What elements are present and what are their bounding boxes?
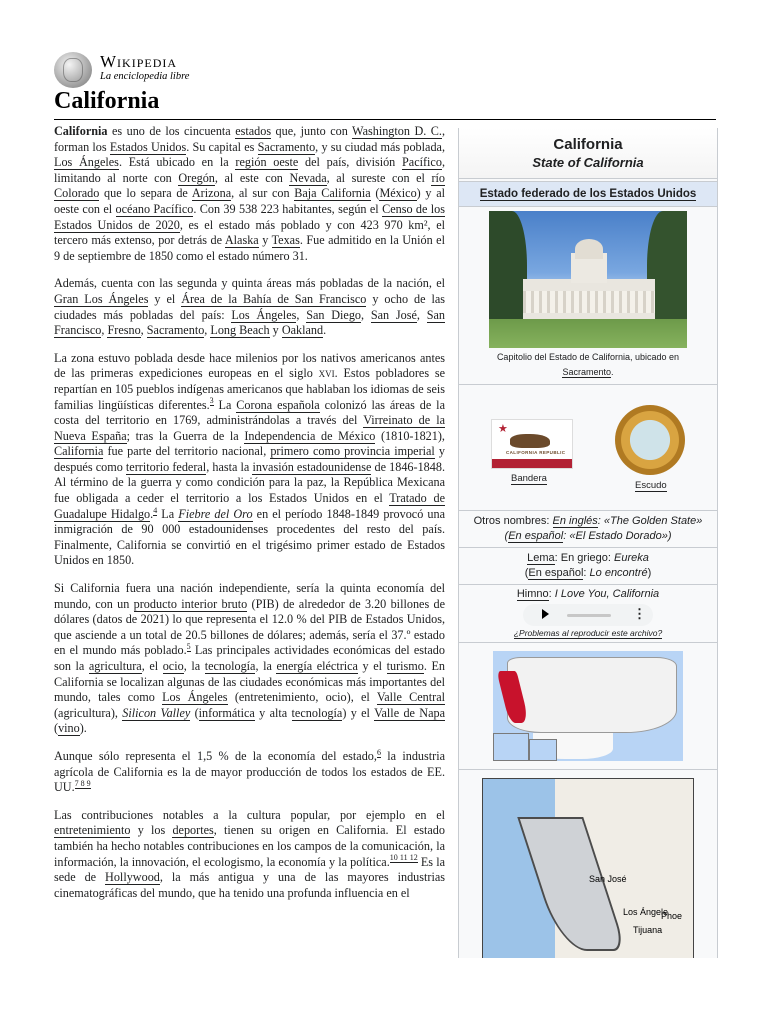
- text: y: [258, 233, 272, 248]
- audio-progress-bar[interactable]: [567, 614, 611, 617]
- text: la industria agrícola de California es la de mayor producción de todos los estados de EE. UU.: [54, 748, 445, 795]
- play-icon[interactable]: [542, 609, 549, 619]
- text: es uno de los cincuenta: [107, 124, 236, 138]
- text: ,: [296, 307, 307, 322]
- audio-help-text[interactable]: ¿Problemas al reproducir este archivo?: [513, 628, 663, 638]
- paragraph-intro: [54, 124, 445, 264]
- flag-red-stripe: [492, 459, 572, 468]
- text: . Con 39 538 223 habitantes, según el: [193, 201, 383, 216]
- text: , el: [141, 659, 163, 673]
- alaska-inset: [493, 733, 529, 761]
- text: y el: [148, 291, 182, 306]
- text: en el período 1848-1849 provocó una inmigración de 90 000 estadounidenses procedentes del resto del país. Finalmente, California se convirtió en el trigésimo primer estado de Estados Unidos en 1850.: [54, 506, 446, 568]
- text: (entretenimiento, ocio), el: [227, 690, 377, 705]
- map-label-tijuana: Tijuana: [633, 925, 663, 935]
- text: (PIB) de alrededor de 3.20 billones de dólares (datos de 2021) lo que representa el 12.0 % del PIB de Estados Unidos, que asciende a un total de 20.5 billones de dólares; además, sería el 37.º estado en el mundo más poblado.: [54, 596, 446, 658]
- wikipedia-logo[interactable]: [54, 50, 214, 90]
- link-san-jose[interactable]: San José: [370, 307, 417, 322]
- article-body: [54, 124, 445, 913]
- infobox-title: California: [553, 136, 623, 153]
- wikipedia-wordmark: Wikipedia: [100, 52, 178, 71]
- link-region-oeste[interactable]: región oeste: [235, 155, 299, 170]
- text: fue parte del territorio nacional,: [103, 444, 271, 459]
- motto-value: Eureka: [614, 552, 649, 564]
- infobox-type: [459, 181, 717, 207]
- other-name-spanish: «El Estado Dorado»: [569, 530, 668, 542]
- text: Es la sede de: [54, 854, 446, 885]
- link-area-bahia[interactable]: Área de la Bahía de San Francisco: [181, 291, 367, 306]
- text: , la: [255, 659, 277, 673]
- text: que, junto con: [271, 124, 353, 138]
- link-washington[interactable]: Washington D. C.: [352, 124, 442, 138]
- infobox-capitol-section: [459, 211, 717, 385]
- text: , limitando al norte con: [54, 155, 445, 185]
- link-tratado-guadalupe[interactable]: Tratado de Guadalupe Hidalgo: [54, 491, 445, 521]
- link-provincia-imperial[interactable]: primero como provincia imperial: [270, 444, 435, 459]
- link-los-angeles[interactable]: Los Ángeles: [54, 155, 119, 170]
- hawaii-inset: [529, 739, 557, 761]
- text: del país, división: [298, 155, 402, 170]
- text: , tienen su origen en California. El estado también ha hecho notables contribuciones en los campos de la comunicación, la información, la innovación, el ecologismo, la economía y la política.: [54, 823, 445, 869]
- text: , es el estado más poblado y con 423 970 km², el tercero más extenso, por detrás de: [54, 217, 445, 248]
- text: . Está ubicado en la: [118, 155, 236, 170]
- link-long-beach[interactable]: Long Beach: [210, 323, 270, 338]
- flag-label[interactable]: Bandera: [511, 473, 547, 484]
- text: (: [54, 721, 59, 736]
- link-mexico[interactable]: México: [379, 186, 417, 201]
- flag-star-icon: ★: [498, 423, 508, 435]
- us-landmass: [507, 657, 677, 733]
- text: .: [150, 506, 154, 521]
- text: ) y el: [342, 705, 375, 720]
- text: ; tras la Guerra de la: [126, 428, 245, 443]
- text: ,: [204, 323, 211, 338]
- flag-text: CALIFORNIA REPUBLIC: [506, 450, 566, 455]
- link-gran-los-angeles[interactable]: Gran Los Ángeles: [54, 291, 149, 306]
- link-valle-central[interactable]: Valle Central: [376, 690, 445, 705]
- flag-bear-icon: [510, 434, 550, 448]
- infobox-header: [459, 128, 717, 179]
- link-texas[interactable]: Texas: [271, 233, 300, 248]
- paragraph-culture: [54, 808, 445, 902]
- link-corona-espanola[interactable]: Corona española: [236, 397, 320, 412]
- text: La: [157, 506, 179, 521]
- link-territorio-federal[interactable]: territorio federal: [125, 459, 207, 474]
- text: ).: [79, 721, 87, 736]
- text: . En California se localizan algunas de las ciudades económicas más importantes del mundo, tales como: [54, 659, 446, 705]
- text: ) y al oeste con el: [54, 186, 446, 216]
- link-espanol[interactable]: En español: [508, 530, 564, 542]
- link-deportes[interactable]: deportes: [172, 823, 214, 838]
- text: Si California fuera una nación independiente, sería la quinta economía del mundo, con un: [54, 581, 445, 611]
- motto-lang-greek: En griego: [560, 552, 608, 564]
- paragraph-cities: [54, 276, 445, 338]
- text: y después como: [54, 444, 445, 474]
- us-locator-map[interactable]: [493, 651, 683, 761]
- link-nevada[interactable]: Nevada: [289, 170, 327, 185]
- text: , al este con: [214, 170, 290, 185]
- link-informatica[interactable]: informática: [198, 705, 255, 720]
- text: La: [213, 397, 237, 412]
- wikipedia-tagline: La enciclopedia libre: [100, 71, 190, 82]
- seal-label[interactable]: Escudo: [635, 480, 667, 491]
- link-hollywood[interactable]: Hollywood: [105, 870, 160, 885]
- text: Las principales actividades económicas del estado son la: [54, 643, 445, 673]
- text: , hasta la: [206, 459, 253, 474]
- wikipedia-globe-icon: [54, 52, 92, 88]
- link-energia-electrica[interactable]: energía eléctrica: [276, 659, 358, 673]
- link-sacramento-caption[interactable]: Sacramento: [562, 367, 611, 377]
- link-estado-federado[interactable]: Estado federado de los Estados Unidos: [479, 188, 697, 200]
- text: , y su ciudad más poblada,: [315, 139, 445, 154]
- caption-text: Capitolio del Estado de California, ubicado en: [496, 352, 680, 362]
- link-virreinato[interactable]: Virreinato de la Nueva España: [54, 413, 445, 443]
- link-tecnologia[interactable]: tecnología: [204, 659, 256, 673]
- other-names-label: Otros nombres: [473, 515, 547, 527]
- link-sacramento[interactable]: Sacramento: [257, 139, 316, 154]
- link-san-francisco[interactable]: San Francisco: [54, 307, 446, 338]
- text: y ocho de las ciudades más pobladas del país:: [54, 291, 445, 322]
- paragraph-economy: [54, 581, 445, 737]
- reference-6[interactable]: 6: [376, 747, 381, 757]
- infobox-motto: Lema: En griego: Eureka (En español: Lo encontré): [459, 548, 717, 585]
- link-turismo[interactable]: turismo: [386, 659, 424, 673]
- california-seal-icon[interactable]: [615, 405, 685, 475]
- audio-player: [523, 604, 653, 626]
- anthem-row: Himno: I Love You, California: [516, 588, 660, 600]
- infobox-locator-map: [459, 651, 717, 770]
- infobox-official-name: State of California: [532, 155, 644, 170]
- infobox-region-map: [459, 778, 717, 958]
- text: (: [190, 705, 199, 720]
- text: , forman los: [54, 124, 445, 154]
- text: y el: [357, 659, 387, 673]
- link-california[interactable]: California: [54, 444, 104, 459]
- text: ,: [416, 307, 427, 322]
- paragraph-agriculture: [54, 749, 445, 796]
- text: . Fue admitido en la Unión el 9 de septiembre de 1850 como el estado número 31.: [54, 233, 445, 263]
- capitol-columns: [523, 291, 655, 313]
- link-invasion-estadounidense[interactable]: invasión estadounidense: [252, 459, 372, 474]
- link-estados-unidos[interactable]: Estados Unidos: [109, 139, 187, 154]
- map-label-phoenix: Phoe: [661, 911, 683, 921]
- text: (: [370, 186, 380, 201]
- text: ,: [361, 307, 371, 322]
- link-baja-california[interactable]: Baja California: [294, 186, 371, 201]
- link-arizona[interactable]: Arizona: [191, 186, 232, 201]
- link-rio-colorado[interactable]: río Colorado: [54, 170, 446, 201]
- link-pib[interactable]: producto interior bruto: [133, 596, 248, 611]
- link-agricultura[interactable]: agricultura: [88, 659, 142, 673]
- infobox: [458, 128, 718, 958]
- reference-10-11-12[interactable]: 10 11 12: [389, 853, 418, 863]
- page-title: California: [54, 88, 160, 114]
- other-name-english: «The Golden State»: [603, 515, 703, 527]
- text: , al sureste con el: [326, 170, 432, 185]
- text: La zona estuvo poblada desde hace milenios por los nativos americanos antes de las primeras expediciones europeas en el siglo: [54, 350, 445, 381]
- text: ,: [140, 323, 147, 338]
- california-flag[interactable]: [491, 419, 573, 469]
- text: colonizó las áreas de la costa del territorio en 1769, administrándolas a través del: [54, 397, 445, 428]
- link-los-angeles-3[interactable]: Los Ángeles: [162, 690, 228, 705]
- title-divider: [54, 119, 716, 120]
- link-lema[interactable]: Lema: [527, 552, 555, 564]
- link-ocio[interactable]: ocio: [162, 659, 184, 673]
- link-himno[interactable]: Himno: [516, 588, 549, 600]
- text: y alta: [254, 705, 292, 720]
- text: , al sur con: [231, 186, 295, 201]
- text: Las contribuciones notables a la cultura popular, por ejemplo en el: [54, 807, 445, 822]
- link-pacifico[interactable]: Pacífico: [402, 155, 442, 170]
- link-los-angeles-2[interactable]: Los Ángeles: [231, 307, 297, 322]
- link-valle-napa[interactable]: Valle de Napa: [374, 705, 445, 720]
- text: (agricultura),: [54, 705, 123, 720]
- link-alaska[interactable]: Alaska: [224, 233, 259, 248]
- text: ,: [101, 323, 108, 338]
- text: y los: [130, 823, 173, 838]
- link-vino[interactable]: vino: [58, 721, 80, 736]
- more-options-icon[interactable]: ⋮: [633, 606, 646, 621]
- infobox-anthem: [459, 585, 717, 643]
- motto-translation: Lo encontré: [589, 567, 648, 579]
- paragraph-history: [54, 351, 445, 569]
- century-numeral: xvi: [318, 366, 335, 381]
- link-silicon-valley[interactable]: Silicon Valley: [122, 705, 191, 720]
- california-region-map[interactable]: [482, 778, 694, 958]
- link-ingles[interactable]: En inglés: [552, 515, 598, 527]
- text: . Su capital es: [186, 139, 258, 154]
- reference-7-8-9[interactable]: 7 8 9: [74, 779, 91, 789]
- text: de 1846-1848. Al término de la guerra y como condición para la paz, la República Mexicana fue obligada a ceder el territorio a los Estados Unidos en el: [54, 459, 445, 506]
- link-estados[interactable]: estados: [235, 124, 272, 138]
- capitol-lawn: [489, 319, 687, 348]
- link-san-diego[interactable]: San Diego: [306, 307, 362, 322]
- audio-help-link[interactable]: [459, 628, 717, 642]
- text: .: [323, 323, 327, 338]
- capitol-photo[interactable]: [489, 211, 687, 348]
- link-censo-2020[interactable]: Censo de los Estados Unidos de 2020: [54, 201, 445, 232]
- reference-5[interactable]: 5: [186, 642, 191, 652]
- link-entretenimiento[interactable]: entretenimiento: [54, 823, 131, 838]
- text: Aunque sólo representa el 1,5 % de la economía del estado,: [54, 748, 377, 763]
- link-fiebre-oro[interactable]: Fiebre del Oro: [178, 506, 253, 521]
- article-subject: California: [54, 124, 108, 138]
- link-oceano-pacifico[interactable]: océano Pacífico: [115, 201, 194, 216]
- link-oregon[interactable]: Oregón: [178, 170, 215, 185]
- text: (1810-1821),: [375, 428, 445, 443]
- link-espanol-2[interactable]: En español: [528, 567, 584, 579]
- text: . Estos pobladores se repartían en 105 pueblos indígenas americanos que hablaban los idiomas de seis familias lingüísticas diferentes.: [54, 366, 445, 412]
- map-label-san-jose: San José: [589, 874, 627, 884]
- link-tecnologia-2[interactable]: tecnología: [291, 705, 343, 720]
- text: Además, cuenta con las segunda y quinta áreas más pobladas de la nación, el: [54, 276, 445, 291]
- capitol-caption: Capitolio del Estado de California, ubicado en Sacramento.: [496, 352, 680, 377]
- anthem-title: I Love You, California: [554, 588, 660, 600]
- link-independencia-mexico[interactable]: Independencia de México: [244, 428, 376, 443]
- text: y: [269, 323, 282, 338]
- infobox-other-names: Otros nombres: En inglés: «The Golden State» (En español: «El Estado Dorado»): [459, 511, 717, 548]
- link-fresno[interactable]: Fresno: [107, 323, 141, 338]
- reference-4[interactable]: 4: [153, 505, 158, 515]
- map-label-los-angeles: Los Ángele: [623, 907, 669, 917]
- capitol-dome: [575, 239, 603, 259]
- infobox-symbols: [459, 385, 717, 511]
- reference-3[interactable]: 3: [209, 396, 214, 406]
- text: , la más antigua y una de las mayores industrias cinematográficas del mundo, que ha tenido una profunda influencia en el: [54, 870, 445, 900]
- text: , la: [183, 659, 205, 673]
- link-oakland[interactable]: Oakland: [281, 323, 324, 338]
- text: que lo separa de: [99, 186, 192, 201]
- link-sacramento-2[interactable]: Sacramento: [146, 323, 205, 338]
